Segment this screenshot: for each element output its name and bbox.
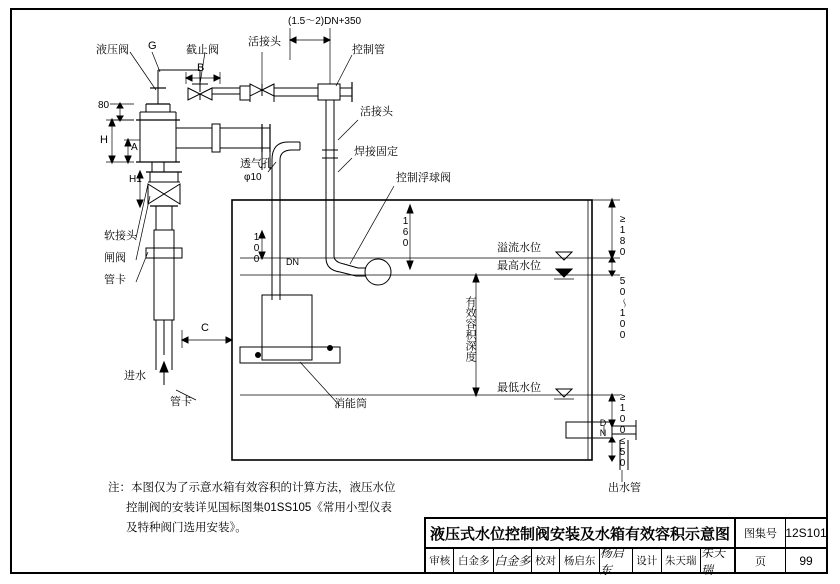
approver-name-1: 杨启东 — [560, 549, 599, 572]
label-dim-ge180: ≥180 — [617, 214, 628, 258]
title-block — [424, 517, 828, 577]
label-dim-C: C — [201, 322, 209, 334]
label-pipe-clamp-bottom: 管卡 — [170, 396, 192, 408]
label-silencer: 消能筒 — [334, 398, 367, 410]
label-dim-le50: ≤50 — [617, 436, 628, 469]
note-line-3: 及特种阀门选用安装》。 — [126, 522, 247, 534]
label-dim-A: A — [131, 142, 138, 153]
label-dn-small: DN — [286, 257, 299, 267]
approver-label-0: 审核 — [426, 549, 454, 572]
label-control-pipe: 控制管 — [352, 44, 385, 56]
label-weld-fix: 焊接固定 — [354, 146, 398, 158]
approver-signature-2: 朱天瑞 — [701, 545, 726, 577]
note-line-2: 控制阀的安装详见国标图集01SS105《常用小型仪表 — [126, 502, 392, 514]
label-dim-50-100: 50～100 — [617, 276, 628, 341]
drawing-title: 液压式水位控制阀安装及水箱有效容积示意图 — [426, 519, 736, 549]
label-hydraulic-valve: 液压阀 — [96, 44, 129, 56]
label-vent-hole: 透气孔 — [240, 158, 273, 170]
label-water-in: 进水 — [124, 370, 146, 382]
approver-label-1: 校对 — [532, 549, 560, 572]
approver-signature-1: 杨启东 — [600, 549, 633, 572]
label-g-mark: G — [148, 40, 157, 52]
label-dn-out: DN — [598, 418, 608, 438]
label-stop-valve: 截止阀 — [186, 44, 219, 56]
label-min-level: 最低水位 — [497, 382, 541, 394]
approval-row — [426, 545, 736, 577]
label-dim-ge100: ≥100 — [617, 392, 628, 436]
approver-signature-0: 白金多 — [494, 549, 532, 572]
label-b-mark: B — [197, 62, 205, 74]
label-soft-joint: 软接头 — [104, 230, 137, 242]
approver-label-2: 设计 — [633, 549, 661, 572]
label-dim-100: 100 — [251, 232, 262, 265]
approver-name-0: 白金多 — [454, 549, 493, 572]
label-dim-H: H — [100, 134, 108, 146]
page-value: 99 — [799, 553, 813, 568]
label-vent-dia: φ10 — [244, 172, 262, 183]
approver-name-2: 朱天瑞 — [662, 549, 701, 572]
page-label: 页 — [736, 549, 786, 572]
label-outlet-pipe: 出水管 — [608, 482, 641, 494]
atlas-code-value: 12S101 — [786, 519, 826, 549]
label-max-level: 最高水位 — [497, 260, 541, 272]
label-gate-valve: 闸阀 — [104, 252, 126, 264]
label-union-top: 活接头 — [248, 36, 281, 48]
label-float-valve: 控制浮球阀 — [396, 172, 451, 184]
label-union-right: 活接头 — [360, 106, 393, 118]
label-dn-note: (1.5～2)DN+350 — [288, 16, 362, 27]
atlas-code-label: 图集号 — [736, 519, 786, 549]
label-dim-H1: H1 — [129, 174, 142, 185]
label-overflow-level: 溢流水位 — [497, 242, 541, 254]
label-dim-80: 80 — [98, 100, 110, 111]
label-effective-depth: 有效容积深度 — [464, 296, 476, 362]
label-dim-160: 160 — [400, 216, 411, 249]
label-pipe-clamp-left: 管卡 — [104, 274, 126, 286]
note-line-1: 注：本图仅为了示意水箱有效容积的计算方法，液压水位 — [108, 482, 396, 494]
